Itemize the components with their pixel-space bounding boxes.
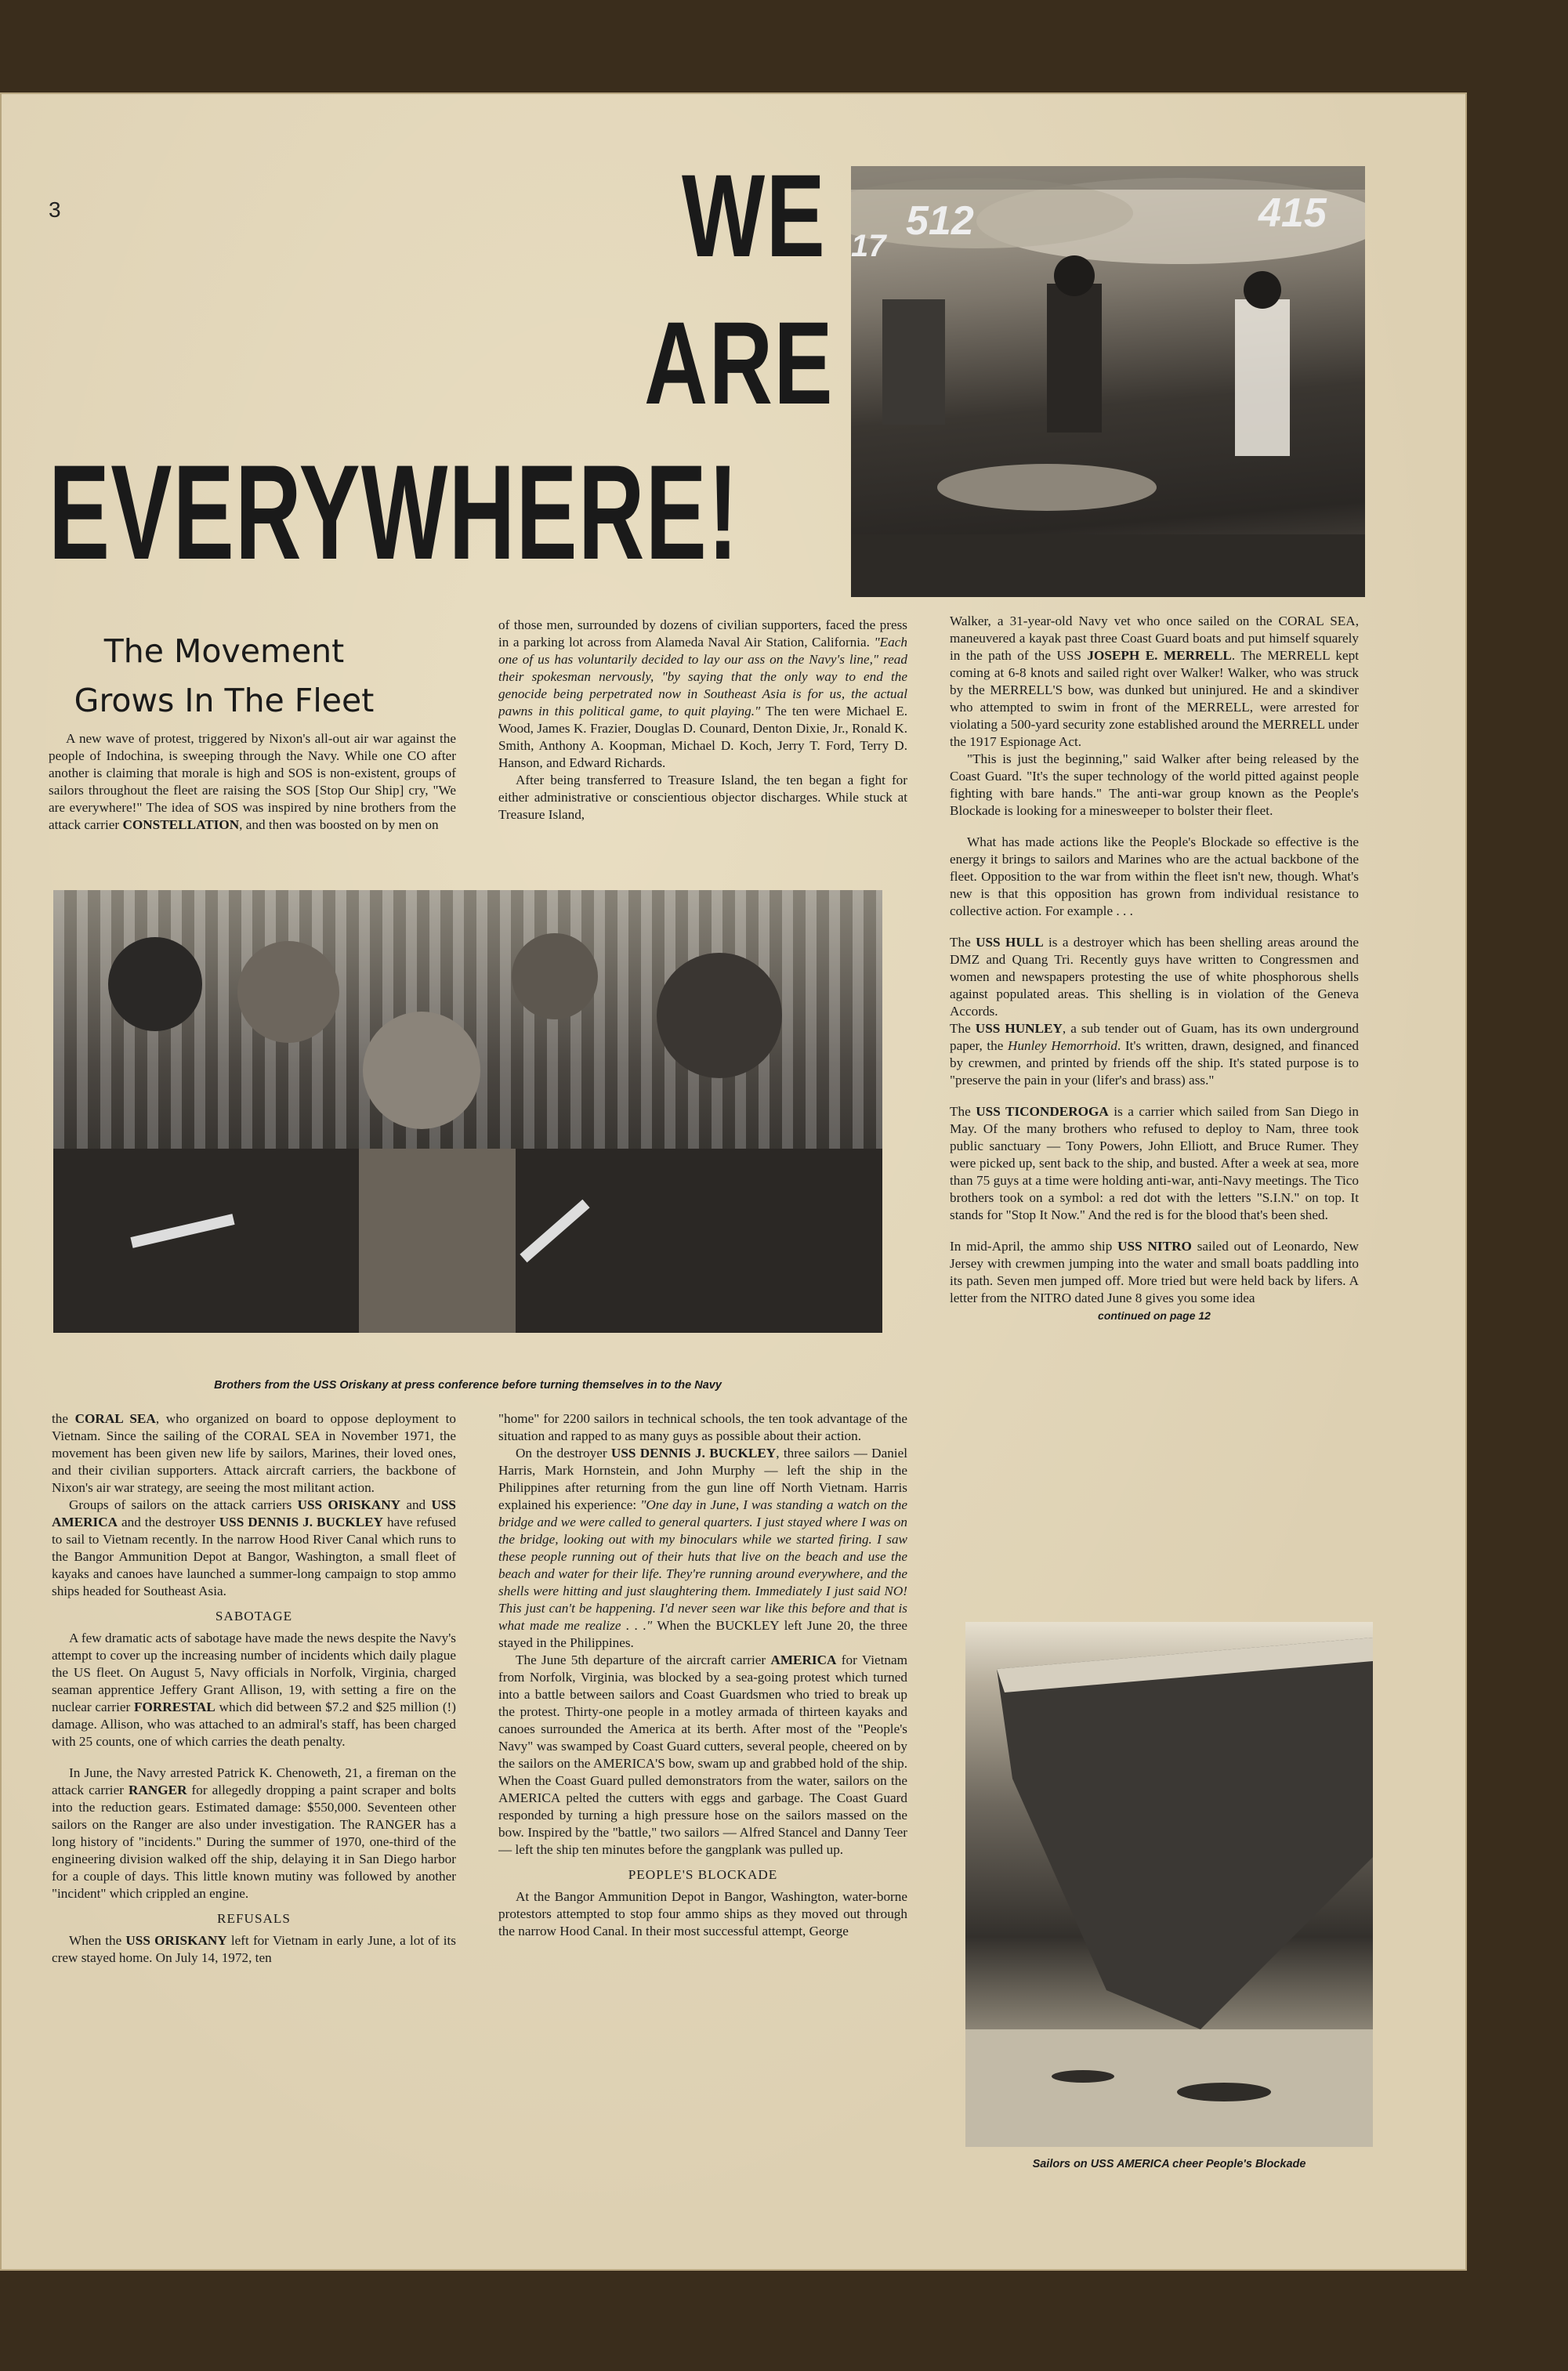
section-head-sabotage: SABOTAGE — [215, 1609, 293, 1624]
article-column-1: A new wave of protest, triggered by Nixon's all-out air war against the people of Indochina, is sweeping through the Navy. While one CO after another is claiming that morale is high and SOS is non-existent, groups of sailors throughout the fleet are raising the SOS [Stop Our Ship] cry, "We are everywhere!" The idea of SOS was inspired by nine brothers from the attack carrier CONSTELLATION, and then was boosted on by men on — [49, 731, 456, 832]
section-head-peoples-blockade: PEOPLE'S BLOCKADE — [628, 1867, 778, 1882]
jet-number-512: 512 — [906, 198, 974, 244]
article-column-5: "home" for 2200 sailors in technical schools, the ten took advantage of the situation and rapped to as many guys as possible about their action. On the destroyer USS DENNIS J. BUCKLEY, three sailors — Daniel Harris, Mark Hornstein, and John Murphy — left the ship in the Philippines after returning from the gun line off North Vietnam. Harris explained his experience: "One day in June, I was standing a watch on the bridge and we were called to general quarters. I just stayed where I was on the bridge, looking out with my binoculars while we started firing. I saw these people running out of their huts that live on the beach and use the beach and water for their life. They're running around everywhere, and the shells were hitting and just slaughtering them. Immediately I just said NO! This just can't be happening. I'd never seen war like this before and that is what made me realize . . ." When the BUCKLEY left June 20, the three stayed in the Philippines. The June 5th departure of the aircraft carrier AMERICA for Vietnam from Norfolk, Virginia, was blocked by a sea-going protest which turned into a battle between sailors and Coast Guardsmen who tried to break up the protest. Thirty-one people in a motley armada of thirteen kayaks and canoes surrounded the America at its berth. After most of the "People's Navy" was swamped by Coast Guard cutters, several people, cheered on by the sailors on the AMERICA'S bow, swam up and grabbed hold of the ship. When the Coast Guard pulled demonstrators from the water, sailors on the AMERICA pelted the cutters with eggs and garbage. The Coast Guard responded by turning a high pressure hose on the sailors massed on the bow. Inspired by the "battle," two sailors — Alfred Stancel and Danny Teer — left the ship ten minutes before the gangplank was pulled up. PEOPLE'S BLOCKADE At the Bangor Ammunition Depot in Bangor, Washington, water-borne protestors attempted to stop four ammo ships as they moved out through the narrow Hood Canal. In their most successful attempt, George — [498, 1411, 907, 1938]
jet-number-415: 415 — [1258, 190, 1327, 236]
article-column-3: Walker, a 31-year-old Navy vet who once sailed on the CORAL SEA, maneuvered a kayak past three Coast Guard boats and put himself squarely in the path of the USS JOSEPH E. MERRELL. The MERRELL kept coming at 6-8 knots and sailed right over Walker! Walker, who was struck by the MERRELL'S bow, was dunked but uninjured. He and a skindiver who attempted to swim in front of the MERRELL, were arrested for violating a 500-yard security zone established around the MERRELL under the 1917 Espionage Act. "This is just the beginning," said Walker after being released by the Coast Guard. "It's the super technology of the world pitted against people fighting with bare hands." The anti-war group known as the People's Blockade is looking for a minesweeper to bolster their fleet. What has made actions like the People's Blockade so effective is the energy it brings to sailors and Marines who are the actual backbone of the fleet. Opposition to the war from within the fleet isn't new, though. What's new is that this opposition has grown from individual resistance to collective action. For example . . . The USS HULL is a destroyer which has been shelling areas around the DMZ and Quang Tri. Recently guys have written to Congressmen and women and newspapers protesting the use of white phosphorous shells against populated areas. This shelling is in violation of the Geneva Accords. The USS HUNLEY, a sub tender out of Guam, has its own underground paper, the Hunley Hemorrhoid. It's written, drawn, designed, and financed by crewmen, and printed by friends off the ship. It's stated purpose is to "preserve the pain in your (lifer's and brass) ass." The USS TICONDEROGA is a carrier which sailed from San Diego in May. Of the many brothers who refused to deploy to Nam, three took public sanctuary — Tony Powers, John Elliott, and Bruce Rumer. They were picked up, sent back to the ship, and busted. After a week at sea, more than 75 guys at a time were holding anti-war, anti-Navy meetings. The Tico brothers took on a symbol: a red dot with the letters "S.I.N." on top. It stands for "Stop It Now." And the red is for the blood that's been shed. In mid-April, the ammo ship USS NITRO sailed out of Leonardo, New Jersey with crewmen jumping into the water and small boats paddling into its path. Seven men jumped off. More tried but were held back by lifers. A letter from the NITRO dated June 8 gives you some idea continued on page 12 — [950, 613, 1359, 1603]
subhead-line2: Grows In The Fleet — [74, 682, 375, 719]
article-column-2: of those men, surrounded by dozens of civilian supporters, faced the press in a parking lot across from Alameda Naval Air Station, California. "Each one of us has voluntarily decided to lay our ass on the Navy's line," read their spokesman nervously, "by saying that the only way to end the genocide being perpetrated now in Southeast Asia is for us, the actual pawns in this political game, to quit playing." The ten were Michael E. Wood, James K. Frazier, Douglas D. Counard, Denton Dixie, Jr., Ronald K. Smith, Anthony A. Koopman, Michael D. Koch, Jerry T. Ford, Terry D. Hanson, and Edward Richards. After being transferred to Treasure Island, the ten began a fight for either administrative or conscientious objector discharges. While stuck at Treasure Island, — [498, 617, 907, 822]
photo-press-conference — [53, 890, 882, 1333]
caption-uss-america: Sailors on USS AMERICA cheer People's Blockade — [1032, 2158, 1306, 2170]
photo-carrier-illustration — [965, 1622, 1373, 2147]
subhead-line1: The Movement — [103, 632, 345, 670]
section-head-refusals: REFUSALS — [217, 1911, 291, 1926]
article-column-4: the CORAL SEA, who organized on board to oppose deployment to Vietnam. Since the sailing of the CORAL SEA in November 1971, the movement has been given new life by sailors, Marines, their loved ones, and their civilian supporters. Attack aircraft carriers, the backbone of Nixon's air war strategy, are seeing the most militant action. Groups of sailors on the attack carriers USS ORISKANY and USS AMERICA and the destroyer USS DENNIS J. BUCKLEY have refused to sail to Vietnam recently. In the narrow Hood River Canal which runs to the Bangor Ammunition Depot at Bangor, Washington, a small fleet of kayaks and canoes have launched a summer-long campaign to stop ammo ships headed for Southeast Asia. SABOTAGE A few dramatic acts of sabotage have made the news despite the Navy's attempt to cover up the increasing number of incidents which daily plague the US fleet. On August 5, Navy officials in Norfolk, Virginia, charged seaman apprentice Jeffery Grant Allison, 19, with setting a fire on the nuclear carrier FORRESTAL which did between $7.2 and $25 million (!) damage. Allison, who was attached to an admiral's staff, has been charged with 25 counts, one of which carries the death penalty. In June, the Navy arrested Patrick K. Chenoweth, 21, a fireman on the attack carrier RANGER for allegedly dropping a paint scraper and bolts into the reduction gears. Estimated damage: $550,000. Seventeen other sailors on the Ranger are also under investigation. The RANGER has a long history of "incidents." During the summer of 1970, one-third of the engineering division walked off the ship, delaying it in San Diego harbor for a couple of days. This little known mutiny was followed by another "incident" which crippled an engine. REFUSALS When the USS ORISKANY left for Vietnam in early June, a lot of its crew stayed home. On July 14, 1972, ten — [52, 1411, 456, 1965]
photo-uss-america — [965, 1622, 1373, 2147]
photo-press-illustration — [53, 890, 882, 1333]
article-subhead — [49, 627, 400, 726]
continued-link[interactable]: continued on page 12 — [1098, 1309, 1211, 1322]
headline-are: ARE — [644, 297, 835, 429]
headline-everywhere: EVERYWHERE! — [49, 437, 740, 588]
jet-number-17: 17 — [851, 229, 886, 263]
headline-we: WE — [682, 150, 827, 281]
page-number: 3 — [49, 197, 61, 222]
photo-aircraft-deck — [851, 166, 1365, 597]
caption-press-conference: Brothers from the USS Oriskany at press conference before turning themselves in to the Navy — [214, 1379, 722, 1392]
